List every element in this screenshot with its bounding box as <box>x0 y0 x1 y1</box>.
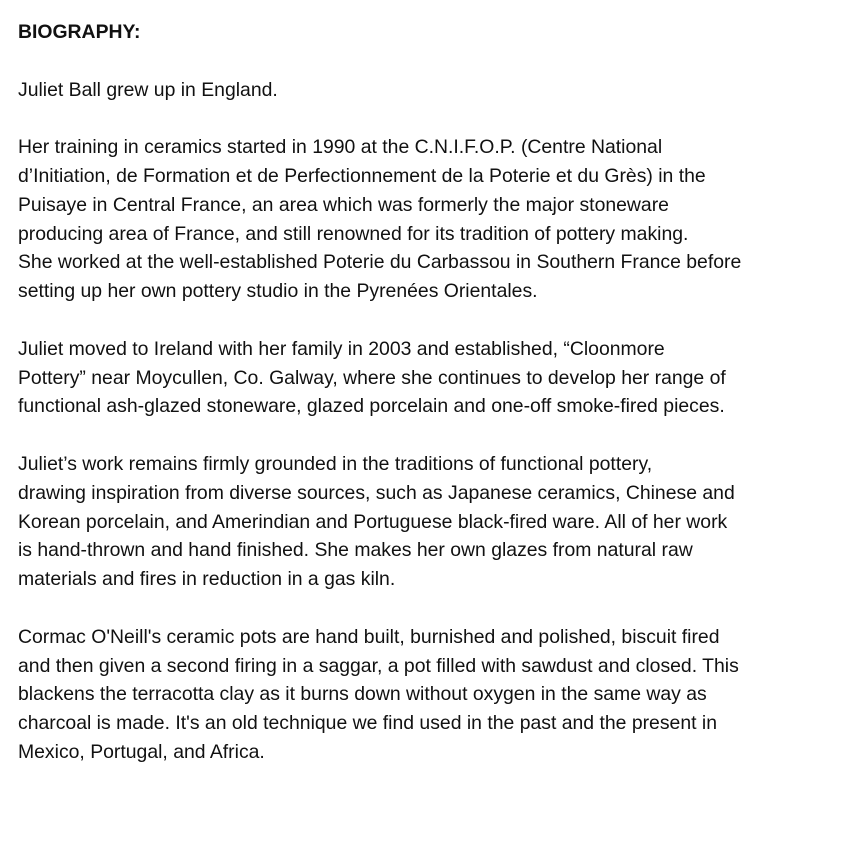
paragraph-line: Juliet moved to Ireland with her family in 2003 and established, “Cloonmore <box>18 337 665 360</box>
biography-document <box>18 18 838 767</box>
paragraph-line: producing area of France, and still renowned for its tradition of pottery making. <box>18 222 689 245</box>
paragraph-line: She worked at the well-established Poterie du Carbassou in Southern France before <box>18 251 742 274</box>
paragraph-training <box>18 133 838 306</box>
paragraph-line: setting up her own pottery studio in the Pyrenées Orientales. <box>18 280 538 303</box>
paragraph-line: Juliet Ball grew up in England. <box>18 78 278 101</box>
paragraph-upbringing <box>18 76 838 105</box>
paragraph-line: materials and fires in reduction in a gas kiln. <box>18 568 396 591</box>
paragraph-ireland <box>18 335 838 421</box>
paragraph-line: functional ash-glazed stoneware, glazed porcelain and one-off smoke-fired pieces. <box>18 395 725 418</box>
paragraph-line: Her training in ceramics started in 1990 at the C.N.I.F.O.P. (Centre National <box>18 136 663 159</box>
paragraph-line: d’Initiation, de Formation et de Perfectionnement de la Poterie et du Grès) in the <box>18 164 706 187</box>
paragraph-line: Puisaye in Central France, an area which was formerly the major stoneware <box>18 193 669 216</box>
paragraph-line: blackens the terracotta clay as it burns down without oxygen in the same way as <box>18 683 707 706</box>
paragraph-line: and then given a second firing in a saggar, a pot filled with sawdust and closed. This <box>18 654 739 677</box>
paragraph-line: Korean porcelain, and Amerindian and Portuguese black-fired ware. All of her work <box>18 510 728 533</box>
paragraph-line: is hand-thrown and hand finished. She makes her own glazes from natural raw <box>18 539 693 562</box>
paragraph-cormac <box>18 623 838 767</box>
biography-heading: BIOGRAPHY: <box>18 21 141 43</box>
paragraph-work <box>18 450 838 594</box>
paragraph-line: charcoal is made. It's an old technique we find used in the past and the present in <box>18 712 717 735</box>
paragraph-line: Cormac O'Neill's ceramic pots are hand built, burnished and polished, biscuit fired <box>18 625 720 648</box>
paragraph-line: Pottery” near Moycullen, Co. Galway, where she continues to develop her range of <box>18 366 726 389</box>
paragraph-line: drawing inspiration from diverse sources, such as Japanese ceramics, Chinese and <box>18 481 735 504</box>
paragraph-line: Juliet’s work remains firmly grounded in the traditions of functional pottery, <box>18 452 653 475</box>
paragraph-line: Mexico, Portugal, and Africa. <box>18 740 265 763</box>
